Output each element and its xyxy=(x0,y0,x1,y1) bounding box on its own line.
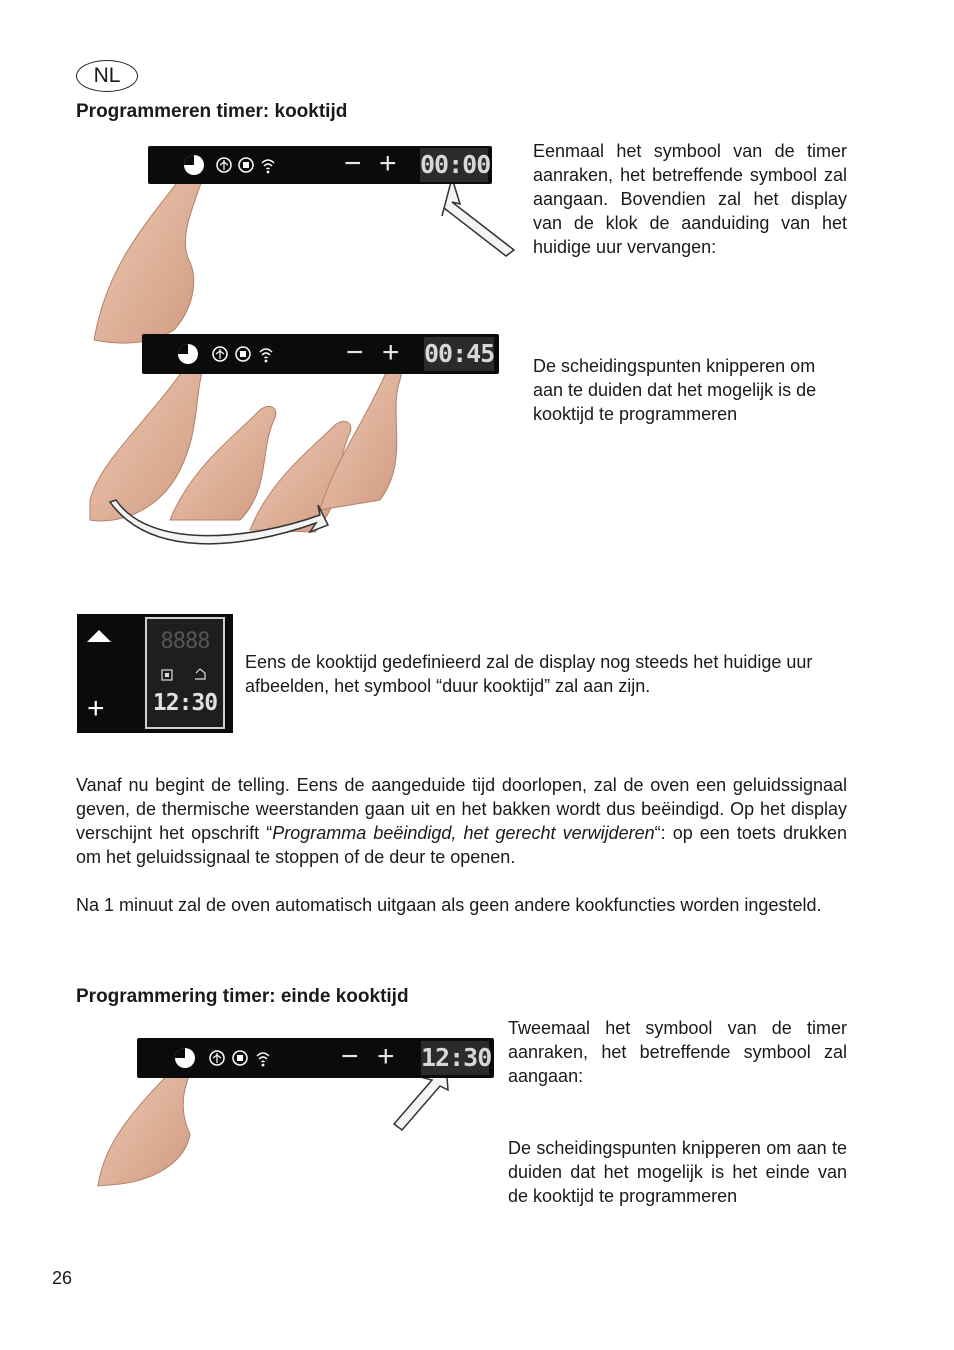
finger-hand-icon xyxy=(98,1062,191,1186)
timer-icon[interactable] xyxy=(176,342,200,366)
display-description: Eens de kooktijd gedefinieerd zal de display nog steeds het huidige uur afbeelden, het symbool “duur kooktijd” zal aan zijn. xyxy=(245,652,813,696)
up-arrow-icon[interactable] xyxy=(85,628,113,644)
stop-icon[interactable] xyxy=(238,157,254,173)
cooking-duration-icon[interactable] xyxy=(212,346,228,362)
instruction-text-2: De scheidingspunten knipperen om aan te duiden dat het mogelijk is de kooktijd te programmeren xyxy=(533,356,817,424)
instruction-text-3: Tweemaal het symbool van de timer aanraken, het betreffende symbool zal aangaan: xyxy=(508,1018,847,1086)
section-heading-cooking-time: Programmeren timer: kooktijd xyxy=(76,101,348,122)
display-message: Programma beëindigd, het gerecht verwijderen xyxy=(272,823,655,843)
cooking-duration-icon[interactable] xyxy=(216,157,232,173)
signal-icon[interactable] xyxy=(260,156,276,174)
cooking-duration-icon xyxy=(193,667,207,681)
minus-button[interactable]: − xyxy=(344,147,362,180)
finger-hand-icon xyxy=(94,167,203,343)
control-panel-3 xyxy=(137,1038,494,1078)
display-screen xyxy=(145,617,225,729)
language-badge: NL xyxy=(76,60,138,92)
plus-button[interactable]: + xyxy=(382,336,400,369)
signal-icon[interactable] xyxy=(258,345,274,363)
timer-icon[interactable] xyxy=(182,153,206,177)
pointer-arrow-icon xyxy=(442,178,514,256)
instruction-text-4: De scheidingspunten knipperen om aan te duiden dat het mogelijk is het einde van de kooktijd te programmeren xyxy=(508,1138,847,1206)
control-panel-2 xyxy=(142,334,499,374)
oven-display-panel xyxy=(77,614,233,733)
control-panel-1 xyxy=(148,146,492,184)
instruction-text-1: Eenmaal het symbool van de timer aanraken, het betreffende symbool zal aangaan. Bovendien zal het display van de klok de aanduiding van het huidige uur vervangen: xyxy=(533,141,847,257)
minus-button[interactable]: − xyxy=(341,1040,359,1073)
clock-display: 00:00 xyxy=(420,148,488,182)
body-paragraph-1 xyxy=(76,773,847,869)
signal-icon[interactable] xyxy=(255,1049,271,1067)
cooking-duration-icon[interactable] xyxy=(209,1050,225,1066)
clock-display: 00:45 xyxy=(424,337,494,371)
plus-button[interactable]: + xyxy=(379,147,397,180)
stop-icon[interactable] xyxy=(232,1050,248,1066)
oven-icon xyxy=(161,669,173,681)
body-text: Vanaf nu begint de telling. Eens de aangeduide tijd doorlopen, zal de oven een geluidssignaal geven, de thermische weerstanden gaan uit en het bakken wordt dus beëindigd. Op het display verschijnt het opschrift “ xyxy=(76,775,847,843)
segment-display-bottom: 12:30 xyxy=(152,690,218,716)
stop-icon[interactable] xyxy=(235,346,251,362)
section-heading-end-time: Programmering timer: einde kooktijd xyxy=(76,986,409,1007)
segment-display-top: 8888 xyxy=(160,629,210,654)
page-number: 26 xyxy=(52,1268,73,1288)
plus-button[interactable]: + xyxy=(377,1040,395,1073)
body-paragraph-2: Na 1 minuut zal de oven automatisch uitgaan als geen andere kookfuncties worden ingesteld. xyxy=(76,895,822,915)
minus-button[interactable]: − xyxy=(346,336,364,369)
plus-button[interactable]: + xyxy=(87,692,105,725)
clock-display: 12:30 xyxy=(421,1041,489,1075)
body-text: “: op een toets drukken om het geluidssignaal te stoppen of de deur te openen. xyxy=(76,823,847,867)
timer-icon[interactable] xyxy=(173,1046,197,1070)
